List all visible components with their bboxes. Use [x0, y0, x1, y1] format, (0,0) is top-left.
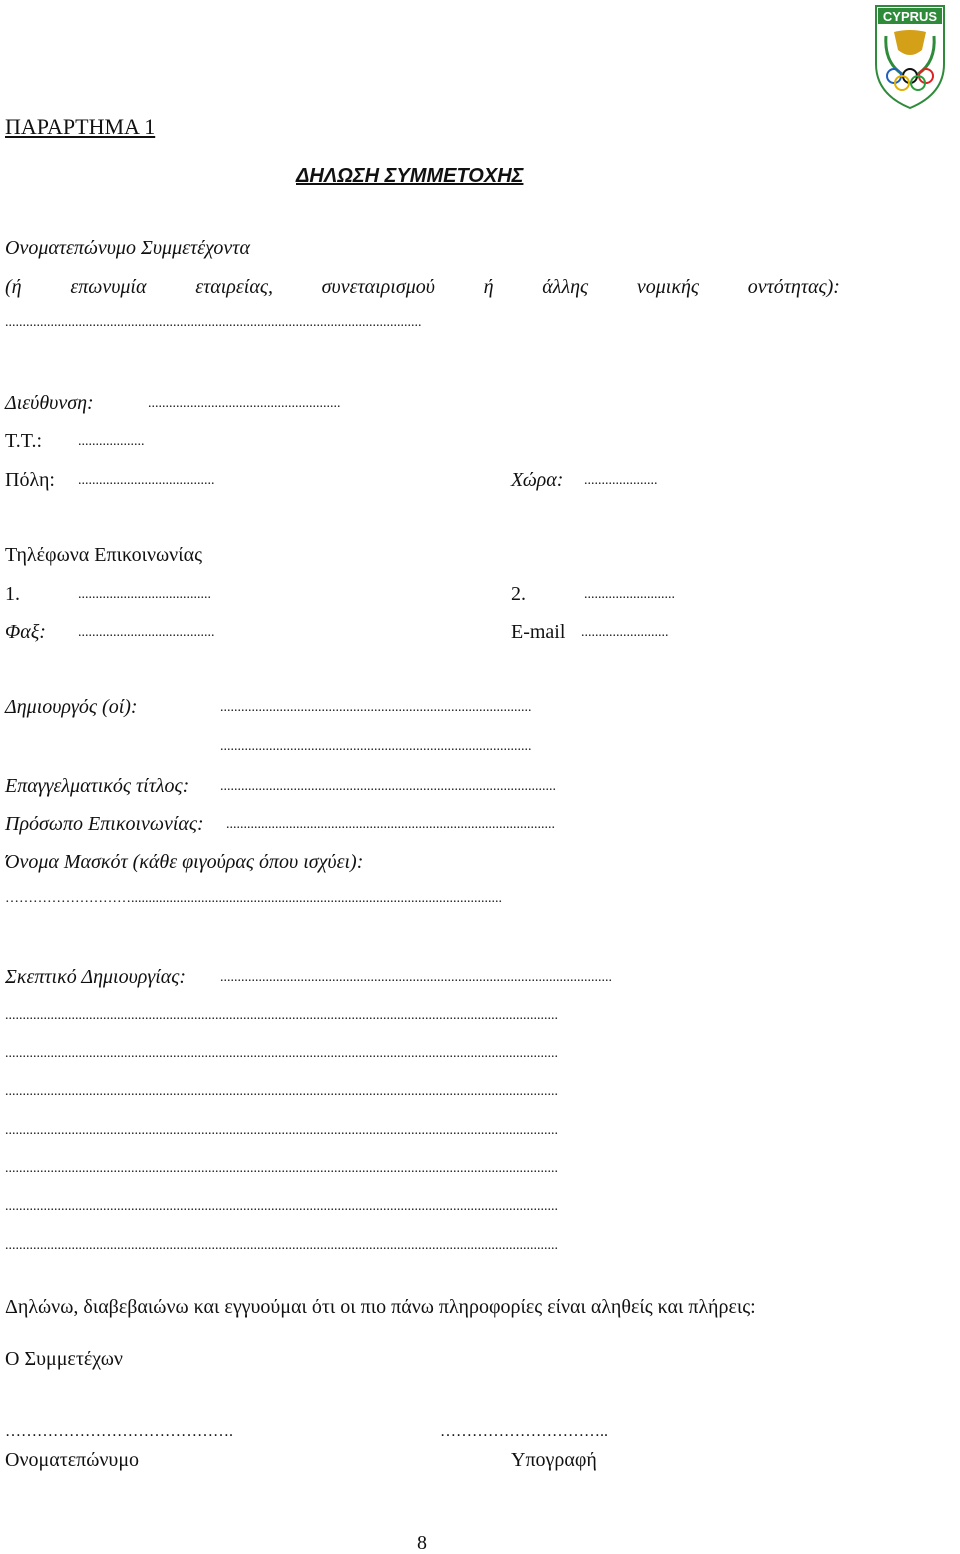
- mascot-name-field[interactable]: ………………………..........................................................................................................: [5, 891, 502, 906]
- logo-text: CYPRUS: [882, 9, 938, 24]
- annex-heading: ΠΑΡΑΡΤΗΜΑ 1: [5, 114, 156, 139]
- professional-title-field[interactable]: ................................................................................................: [220, 779, 556, 794]
- concept-line[interactable]: ..............................................................................................................................................................: [5, 1046, 558, 1061]
- phone-2-field[interactable]: ..........................: [584, 587, 675, 602]
- city-label: Πόλη:: [5, 469, 55, 491]
- contact-person-label: Πρόσωπο Επικοινωνίας:: [5, 813, 204, 835]
- signature-line[interactable]: …………………………..: [440, 1423, 608, 1440]
- concept-line[interactable]: ..............................................................................................................................................................: [5, 1084, 558, 1099]
- cyprus-olympic-committee-logo: [872, 2, 948, 112]
- mascot-name-label: Όνομα Μασκότ (κάθε φιγούρας όπου ισχύει):: [5, 851, 364, 873]
- label-word: εταιρείας,: [195, 276, 273, 298]
- email-field[interactable]: .........................: [581, 625, 669, 640]
- email-label: E-mail: [511, 621, 566, 643]
- postcode-field[interactable]: ...................: [78, 434, 145, 449]
- concept-label: Σκεπτικό Δημιουργίας:: [5, 966, 187, 988]
- phones-label: Τηλέφωνα Επικοινωνίας: [5, 544, 203, 566]
- city-field[interactable]: .......................................: [78, 473, 215, 488]
- participant-sign-label: Ο Συμμετέχων: [5, 1348, 123, 1370]
- professional-title-label: Επαγγελματικός τίτλος:: [5, 775, 190, 797]
- contact-person-field[interactable]: ..............................................................................................: [226, 817, 555, 832]
- creators-label: Δημιουργός (οί):: [5, 696, 138, 718]
- participant-name-label: Ονοματεπώνυμο Συμμετέχοντα: [5, 237, 250, 259]
- address-field[interactable]: .......................................................: [148, 396, 341, 411]
- label-word: άλλης: [542, 276, 589, 298]
- phone-1-field[interactable]: ......................................: [78, 587, 211, 602]
- label-word: οντότητας):: [747, 276, 840, 298]
- postcode-label: Τ.Τ.:: [5, 430, 43, 452]
- name-sign-line[interactable]: …………………………………….: [5, 1423, 233, 1440]
- form-title: ΔΗΛΩΣΗ ΣΥΜΜΕΤΟΧΗΣ: [296, 165, 524, 187]
- creators-field-2[interactable]: .........................................................................................: [220, 739, 532, 754]
- concept-line[interactable]: ..............................................................................................................................................................: [5, 1161, 558, 1176]
- label-word: συνεταιρισμού: [321, 276, 435, 298]
- signature-label: Υπογραφή: [511, 1449, 597, 1471]
- label-word: επωνυμία: [70, 276, 147, 298]
- fax-field[interactable]: .......................................: [78, 625, 215, 640]
- creators-field-1[interactable]: .........................................................................................: [220, 700, 532, 715]
- country-field[interactable]: .....................: [584, 473, 658, 488]
- country-label: Χώρα:: [511, 469, 564, 491]
- concept-line[interactable]: ..............................................................................................................................................................: [5, 1008, 558, 1023]
- concept-line[interactable]: ..............................................................................................................................................................: [5, 1199, 558, 1214]
- phone-2-label: 2.: [511, 583, 526, 605]
- participant-name-field[interactable]: .......................................................................................................................: [5, 315, 422, 330]
- label-word: (ή: [5, 276, 22, 298]
- label-word: νομικής: [636, 276, 699, 298]
- page-number: 8: [417, 1532, 427, 1554]
- phone-1-label: 1.: [5, 583, 20, 605]
- fax-label: Φαξ:: [5, 621, 46, 643]
- participant-entity-label: [5, 277, 840, 297]
- concept-line[interactable]: ..............................................................................................................................................................: [5, 1123, 558, 1138]
- label-word: ή: [483, 276, 494, 298]
- concept-line[interactable]: ..............................................................................................................................................................: [5, 1238, 558, 1253]
- address-label: Διεύθυνση:: [5, 392, 94, 414]
- declaration-text: Δηλώνω, διαβεβαιώνω και εγγυούμαι ότι οι πιο πάνω πληροφορίες είναι αληθείς και πλήρεις:: [5, 1296, 756, 1318]
- concept-field[interactable]: ................................................................................................................: [220, 970, 612, 985]
- name-label: Ονοματεπώνυμο: [5, 1449, 140, 1471]
